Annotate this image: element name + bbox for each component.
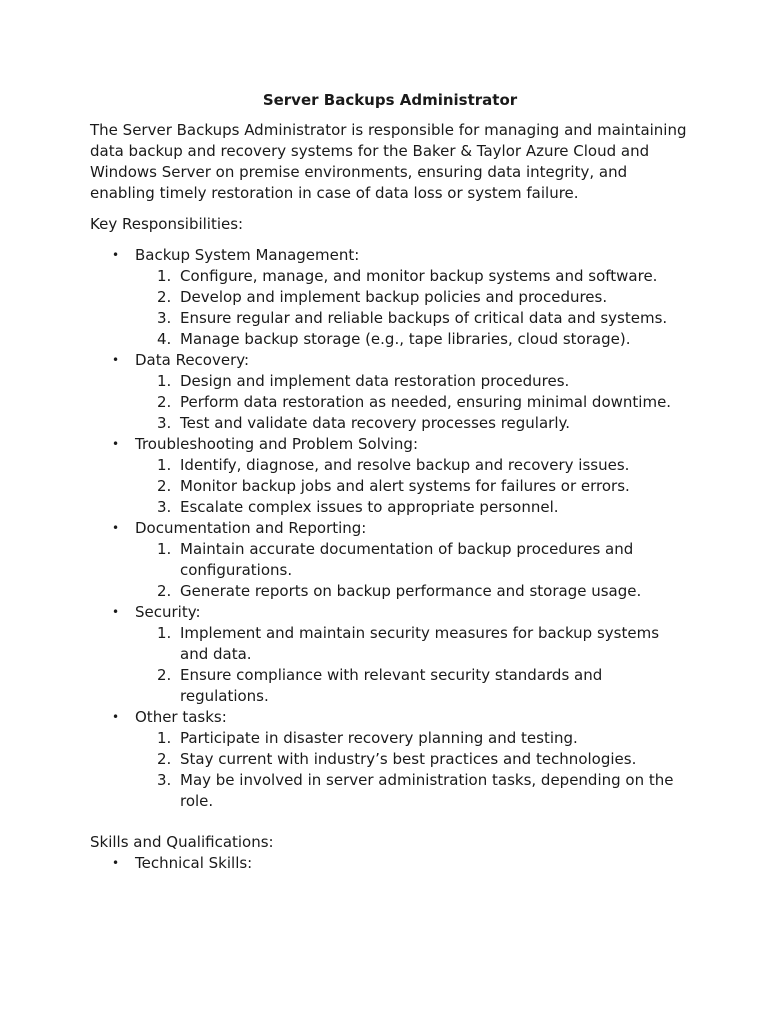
step-number: 1. xyxy=(157,372,172,390)
step-text: Perform data restoration as needed, ensuring minimal downtime. xyxy=(180,393,672,411)
step-text: Participate in disaster recovery planning and testing. xyxy=(180,729,578,747)
step-number: 2. xyxy=(157,582,172,600)
step-item xyxy=(135,665,690,707)
document-title: Server Backups Administrator xyxy=(262,91,518,109)
bullet-icon: • xyxy=(112,353,120,367)
step-text: Implement and maintain security measures for backup systems and data. xyxy=(180,624,660,663)
step-item xyxy=(135,329,690,350)
responsibility-label: Data Recovery: xyxy=(135,351,250,369)
skill-item xyxy=(90,853,690,874)
skills-list xyxy=(90,853,690,874)
responsibility-item xyxy=(90,350,690,434)
responsibility-item xyxy=(90,245,690,350)
responsibilities-list xyxy=(90,245,690,812)
step-item xyxy=(135,770,690,812)
intro-paragraph: The Server Backups Administrator is responsible for managing and maintaining data backup and recovery systems for the Baker & Taylor Azure Cloud and Windows Server on premise environments, ensuring data integrity, and enabling timely restoration in case of data loss or system failure. xyxy=(90,121,687,202)
step-number: 2. xyxy=(157,393,172,411)
bullet-icon: • xyxy=(112,856,120,870)
step-number: 2. xyxy=(157,750,172,768)
responsibility-item xyxy=(90,602,690,707)
step-item xyxy=(135,497,690,518)
step-item xyxy=(135,749,690,770)
step-text: Escalate complex issues to appropriate personnel. xyxy=(180,498,559,516)
step-text: Ensure compliance with relevant security standards and regulations. xyxy=(180,666,603,705)
step-item xyxy=(135,266,690,287)
step-item xyxy=(135,455,690,476)
step-number: 2. xyxy=(157,288,172,306)
responsibilities-heading: Key Responsibilities: xyxy=(90,215,244,233)
step-text: Develop and implement backup policies and procedures. xyxy=(180,288,608,306)
bullet-icon: • xyxy=(112,710,120,724)
step-item xyxy=(135,728,690,749)
step-number: 1. xyxy=(157,267,172,285)
step-text: May be involved in server administration tasks, depending on the role. xyxy=(180,771,674,810)
step-item xyxy=(135,413,690,434)
step-number: 3. xyxy=(157,309,172,327)
step-text: Stay current with industry’s best practices and technologies. xyxy=(180,750,637,768)
bullet-icon: • xyxy=(112,437,120,451)
responsibility-steps xyxy=(135,266,690,350)
responsibility-label: Backup System Management: xyxy=(135,246,360,264)
step-text: Ensure regular and reliable backups of critical data and systems. xyxy=(180,309,668,327)
responsibility-steps xyxy=(135,371,690,434)
step-item xyxy=(135,623,690,665)
step-item xyxy=(135,392,690,413)
step-number: 2. xyxy=(157,666,172,684)
step-text: Test and validate data recovery processes regularly. xyxy=(180,414,570,432)
responsibility-item xyxy=(90,707,690,812)
step-text: Maintain accurate documentation of backup procedures and configurations. xyxy=(180,540,634,579)
step-number: 1. xyxy=(157,456,172,474)
step-number: 2. xyxy=(157,477,172,495)
step-number: 1. xyxy=(157,729,172,747)
responsibility-label: Other tasks: xyxy=(135,708,227,726)
responsibility-steps xyxy=(135,623,690,707)
bullet-icon: • xyxy=(112,248,120,262)
step-number: 4. xyxy=(157,330,172,348)
step-item xyxy=(135,539,690,581)
step-text: Manage backup storage (e.g., tape libraries, cloud storage). xyxy=(180,330,631,348)
step-item xyxy=(135,476,690,497)
step-number: 1. xyxy=(157,540,172,558)
step-number: 3. xyxy=(157,498,172,516)
responsibility-item xyxy=(90,434,690,518)
responsibility-label: Troubleshooting and Problem Solving: xyxy=(135,435,418,453)
responsibility-steps xyxy=(135,539,690,602)
step-item xyxy=(135,581,690,602)
step-item xyxy=(135,287,690,308)
step-text: Generate reports on backup performance and storage usage. xyxy=(180,582,642,600)
responsibility-steps xyxy=(135,455,690,518)
step-number: 3. xyxy=(157,771,172,789)
step-text: Configure, manage, and monitor backup systems and software. xyxy=(180,267,658,285)
responsibility-item xyxy=(90,518,690,602)
responsibility-label: Documentation and Reporting: xyxy=(135,519,367,537)
responsibility-steps xyxy=(135,728,690,812)
step-number: 3. xyxy=(157,414,172,432)
skill-label: Technical Skills: xyxy=(135,854,253,872)
responsibility-label: Security: xyxy=(135,603,201,621)
bullet-icon: • xyxy=(112,605,120,619)
step-text: Identify, diagnose, and resolve backup and recovery issues. xyxy=(180,456,630,474)
step-number: 1. xyxy=(157,624,172,642)
step-text: Monitor backup jobs and alert systems for failures or errors. xyxy=(180,477,630,495)
step-item xyxy=(135,308,690,329)
step-text: Design and implement data restoration procedures. xyxy=(180,372,570,390)
skills-heading: Skills and Qualifications: xyxy=(90,833,274,851)
bullet-icon: • xyxy=(112,521,120,535)
step-item xyxy=(135,371,690,392)
document-page xyxy=(90,90,690,874)
